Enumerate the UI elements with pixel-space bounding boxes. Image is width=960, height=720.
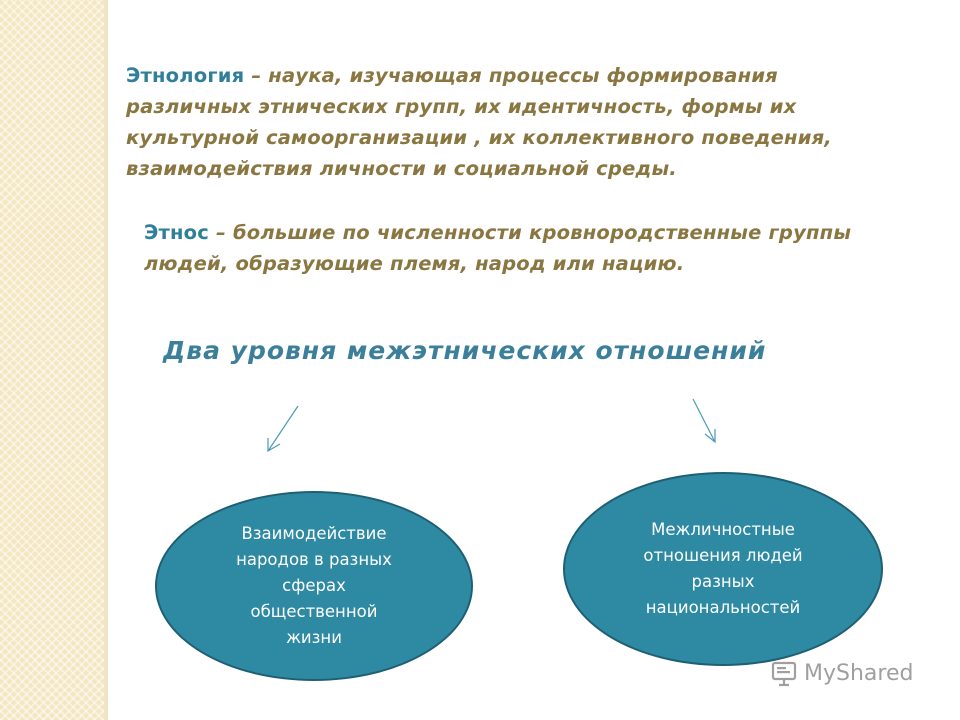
section-heading: Два уровня межэтнических отношений: [163, 336, 767, 365]
level-interpersonal-ellipse: [563, 472, 883, 666]
level-societal-text: Взаимодействие народов в разных сферах общественной жизни: [236, 524, 392, 647]
watermark-logo: [770, 658, 913, 688]
definition-term: Этнология: [126, 64, 245, 87]
level-interpersonal-text: Межличностные отношения людей разных национальностей: [643, 520, 803, 617]
left-arrow-icon: [268, 406, 298, 451]
definition-term: Этнос: [144, 221, 210, 244]
right-arrow-icon: [693, 399, 715, 442]
presentation-board-icon: [770, 658, 800, 688]
definition-text: – наука, изучающая процессы формирования различных этнических групп, их идентичность, формы их культурной самоорганизации , их коллективного поведения, взаимодействия личности и социальной среды.: [126, 64, 832, 180]
definition-text: – большие по численности кровнородственные группы людей, образующие племя, народ или нацию.: [144, 221, 852, 275]
watermark-text: MyShared: [804, 660, 914, 686]
level-societal-ellipse: [155, 491, 473, 681]
